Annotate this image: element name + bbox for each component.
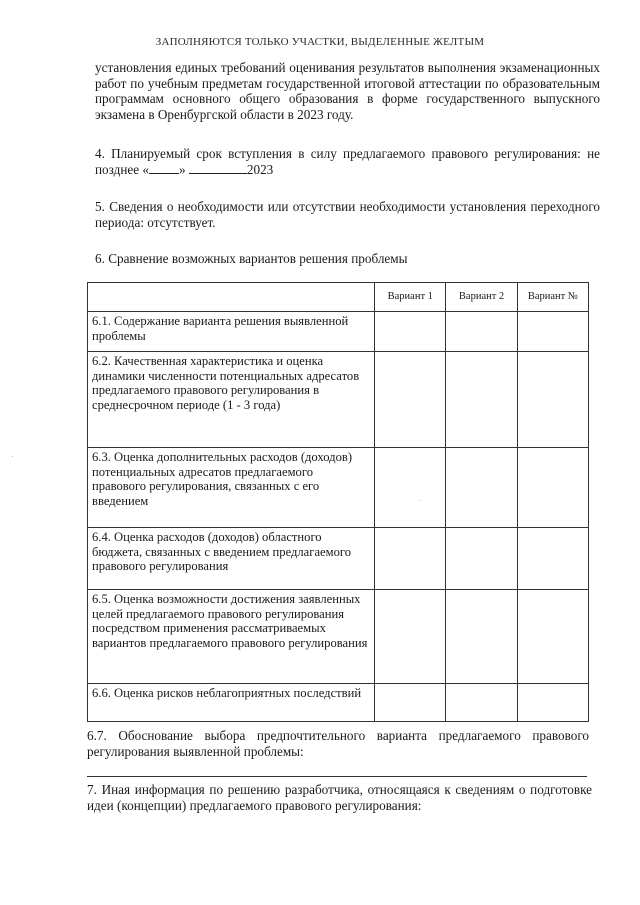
comparison-table-wrapper — [87, 282, 589, 722]
table-cell — [446, 590, 517, 684]
row-label: 6.5. Оценка возможности достижения заявленных целей предлагаемого правового регулирования посредством применения рассматриваемых вариантов предлагаемого правового регулирования — [88, 590, 375, 684]
item-5-paragraph: 5. Сведения о необходимости или отсутствии необходимости установления переходного периода: отсутствует. — [95, 199, 600, 230]
table-row — [88, 684, 589, 722]
table-cell — [517, 352, 588, 448]
table-cell — [375, 684, 446, 722]
comparison-table — [87, 282, 589, 722]
row-label: 6.3. Оценка дополнительных расходов (доходов) потенциальных адресатов предлагаемого правового регулирования, связанных с его введением — [88, 448, 375, 528]
table-cell — [375, 448, 446, 528]
table-cell — [517, 528, 588, 590]
table-row — [88, 352, 589, 448]
item-4-paragraph — [95, 146, 600, 177]
table-cell — [517, 312, 588, 352]
continuation-paragraph: установления единых требований оценивания результатов выполнения экзаменационных работ по учебным предметам государственной итоговой аттестации по образовательным программам основного общего образования в форме государственного выпускного экзамена в Оренбургской области в 2023 году. — [95, 60, 600, 122]
item-4-text: 4. Планируемый срок вступления в силу предлагаемого правового регулирования: не позднее « — [95, 146, 600, 177]
table-row — [88, 528, 589, 590]
table-header-empty — [88, 283, 375, 312]
table-cell — [375, 352, 446, 448]
scan-speck — [12, 456, 13, 457]
table-cell — [446, 352, 517, 448]
table-header-variant-n: Вариант № — [517, 283, 588, 312]
row-label: 6.1. Содержание варианта решения выявленной проблемы — [88, 312, 375, 352]
item-7-paragraph: 7. Иная информация по решению разработчика, относящаяся к сведениям о подготовке идеи (концепции) предлагаемого правового регулирования: — [87, 782, 592, 813]
item-4-mid: » — [179, 161, 186, 177]
answer-line — [87, 776, 587, 777]
day-blank — [149, 162, 179, 174]
row-label: 6.6. Оценка рисков неблагоприятных последствий — [88, 684, 375, 722]
table-cell — [446, 448, 517, 528]
page-header: ЗАПОЛНЯЮТСЯ ТОЛЬКО УЧАСТКИ, ВЫДЕЛЕННЫЕ ЖЕЛТЫМ — [155, 36, 485, 48]
table-row — [88, 312, 589, 352]
scan-speck — [420, 500, 421, 501]
table-header-row — [88, 283, 589, 312]
table-cell — [375, 528, 446, 590]
table-cell — [517, 684, 588, 722]
table-row — [88, 590, 589, 684]
table-row — [88, 448, 589, 528]
table-cell — [446, 684, 517, 722]
table-cell — [375, 590, 446, 684]
item-4-year: 2023 — [246, 161, 274, 177]
table-header-variant-2: Вариант 2 — [446, 283, 517, 312]
month-blank — [189, 162, 247, 174]
item-6-heading: 6. Сравнение возможных вариантов решения проблемы — [95, 251, 408, 266]
row-label: 6.4. Оценка расходов (доходов) областного бюджета, связанных с введением предлагаемого правового регулирования — [88, 528, 375, 590]
table-header-variant-1: Вариант 1 — [375, 283, 446, 312]
table-cell — [446, 312, 517, 352]
table-cell — [517, 448, 588, 528]
table-cell — [446, 528, 517, 590]
item-6-7-paragraph: 6.7. Обоснование выбора предпочтительного варианта предлагаемого правового регулирования выявленной проблемы: — [87, 728, 589, 759]
table-cell — [517, 590, 588, 684]
row-label: 6.2. Качественная характеристика и оценка динамики численности потенциальных адресатов предлагаемого правового регулирования в среднесрочном периоде (1 - 3 года) — [88, 352, 375, 448]
table-cell — [375, 312, 446, 352]
